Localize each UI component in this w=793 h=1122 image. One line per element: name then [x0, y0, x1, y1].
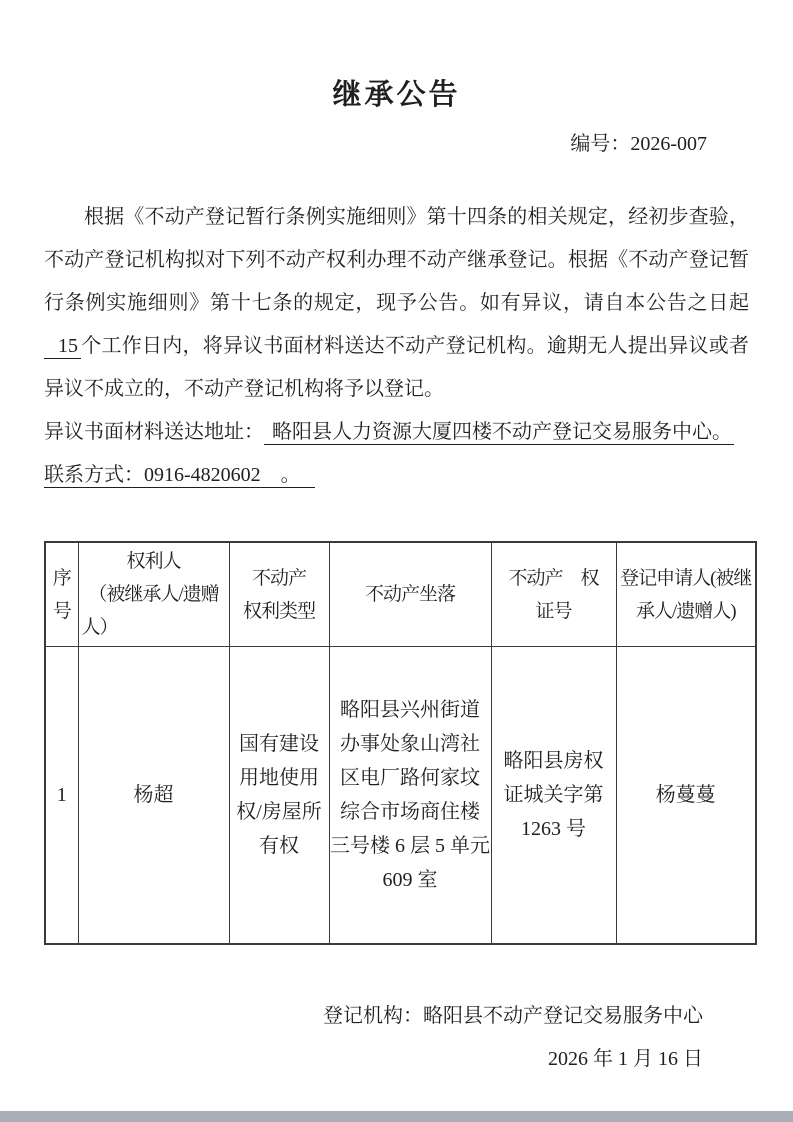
cell-text-line: 不动产 权 — [508, 567, 599, 589]
cell-text-line: 人） — [81, 617, 118, 638]
cell-text-line: 综合市场商住楼 — [340, 800, 480, 823]
cell-text-line: 1 — [56, 783, 67, 806]
cell-text-line: 杨蔓蔓 — [655, 783, 716, 806]
table-header-cell — [45, 542, 78, 647]
cell-text-line: 国有建设 — [239, 732, 319, 755]
document-footer — [44, 995, 749, 1081]
cell-text-line: 权利人 — [126, 551, 181, 572]
table-cell — [329, 647, 491, 944]
objection-days-value: 15 — [44, 335, 81, 359]
notice-paragraph — [44, 196, 749, 411]
rights-table — [44, 541, 757, 945]
cell-text-line: 号 — [52, 600, 71, 622]
cell-text-line: 登记申请人(被继 — [620, 567, 752, 589]
table-header-row — [45, 542, 756, 647]
cell-text-line: 略阳县兴州街道 — [340, 698, 480, 721]
cell-text-line: 权利类型 — [242, 600, 315, 622]
page-title: 继承公告 — [332, 79, 461, 111]
address-value: 略阳县人力资源大厦四楼不动产登记交易服务中心。 — [264, 421, 734, 445]
cell-text-line: 证号 — [535, 600, 572, 622]
cell-text-line: （被继承人/遗赠 — [88, 584, 219, 605]
table-header-cell — [329, 542, 491, 647]
cell-text-line: 1263 号 — [521, 817, 586, 840]
contact-line — [44, 454, 749, 497]
table-cell — [491, 647, 616, 944]
table-cell — [229, 647, 329, 944]
cell-text-line: 承人/遗赠人) — [635, 600, 736, 622]
address-line — [44, 411, 749, 454]
paragraph-text-before-days: 根据《不动产登记暂行条例实施细则》第十四条的相关规定，经初步查验，不动产登记机构拟对下列不动产权利办理不动产继承登记。根据《不动产登记暂行条例实施细则》第十七条的规定，现予公告。如有异议，请自本公告之日起 — [44, 206, 749, 314]
cell-text-line: 略阳县房权 — [503, 749, 604, 772]
cell-text-line: 609 室 — [382, 868, 438, 891]
table-row — [45, 647, 756, 944]
cell-text-line: 三号楼 6 层 5 单元 — [330, 834, 490, 857]
table-header-cell — [78, 542, 229, 647]
table-header-cell — [616, 542, 756, 647]
cell-text-line: 证城关字第 — [503, 783, 604, 806]
announcement-date: 2026 年 1 月 16 日 — [548, 1047, 703, 1070]
table-cell — [78, 647, 229, 944]
contact-value: 联系方式：0916-4820602 。 — [44, 464, 315, 488]
table-cell — [616, 647, 756, 944]
registration-agency: 登记机构：略阳县不动产登记交易服务中心 — [323, 1004, 703, 1027]
cell-text-line: 序 — [52, 567, 71, 589]
cell-text-line: 权/房屋所 — [236, 800, 322, 823]
table-cell — [45, 647, 78, 944]
table-header-cell — [491, 542, 616, 647]
notice-body — [44, 196, 749, 497]
doc-number: 编号：2026-007 — [570, 133, 707, 155]
cell-text-line: 办事处象山湾社 — [340, 732, 480, 755]
cell-text-line: 区电厂路何家坟 — [340, 766, 480, 789]
cell-text-line: 用地使用 — [239, 766, 319, 789]
table-header-cell — [229, 542, 329, 647]
address-label: 异议书面材料送达地址： — [44, 421, 264, 443]
cell-text-line: 不动产坐落 — [364, 584, 455, 605]
cell-text-line: 有权 — [259, 834, 299, 857]
page-bottom-edge — [0, 1111, 793, 1122]
table-body — [45, 647, 756, 944]
cell-text-line: 不动产 — [251, 567, 306, 589]
paragraph-text-after-days: 个工作日内，将异议书面材料送达不动产登记机构。逾期无人提出异议或者异议不成立的，不动产登记机构将予以登记。 — [44, 335, 749, 400]
cell-text-line: 杨超 — [133, 783, 174, 806]
